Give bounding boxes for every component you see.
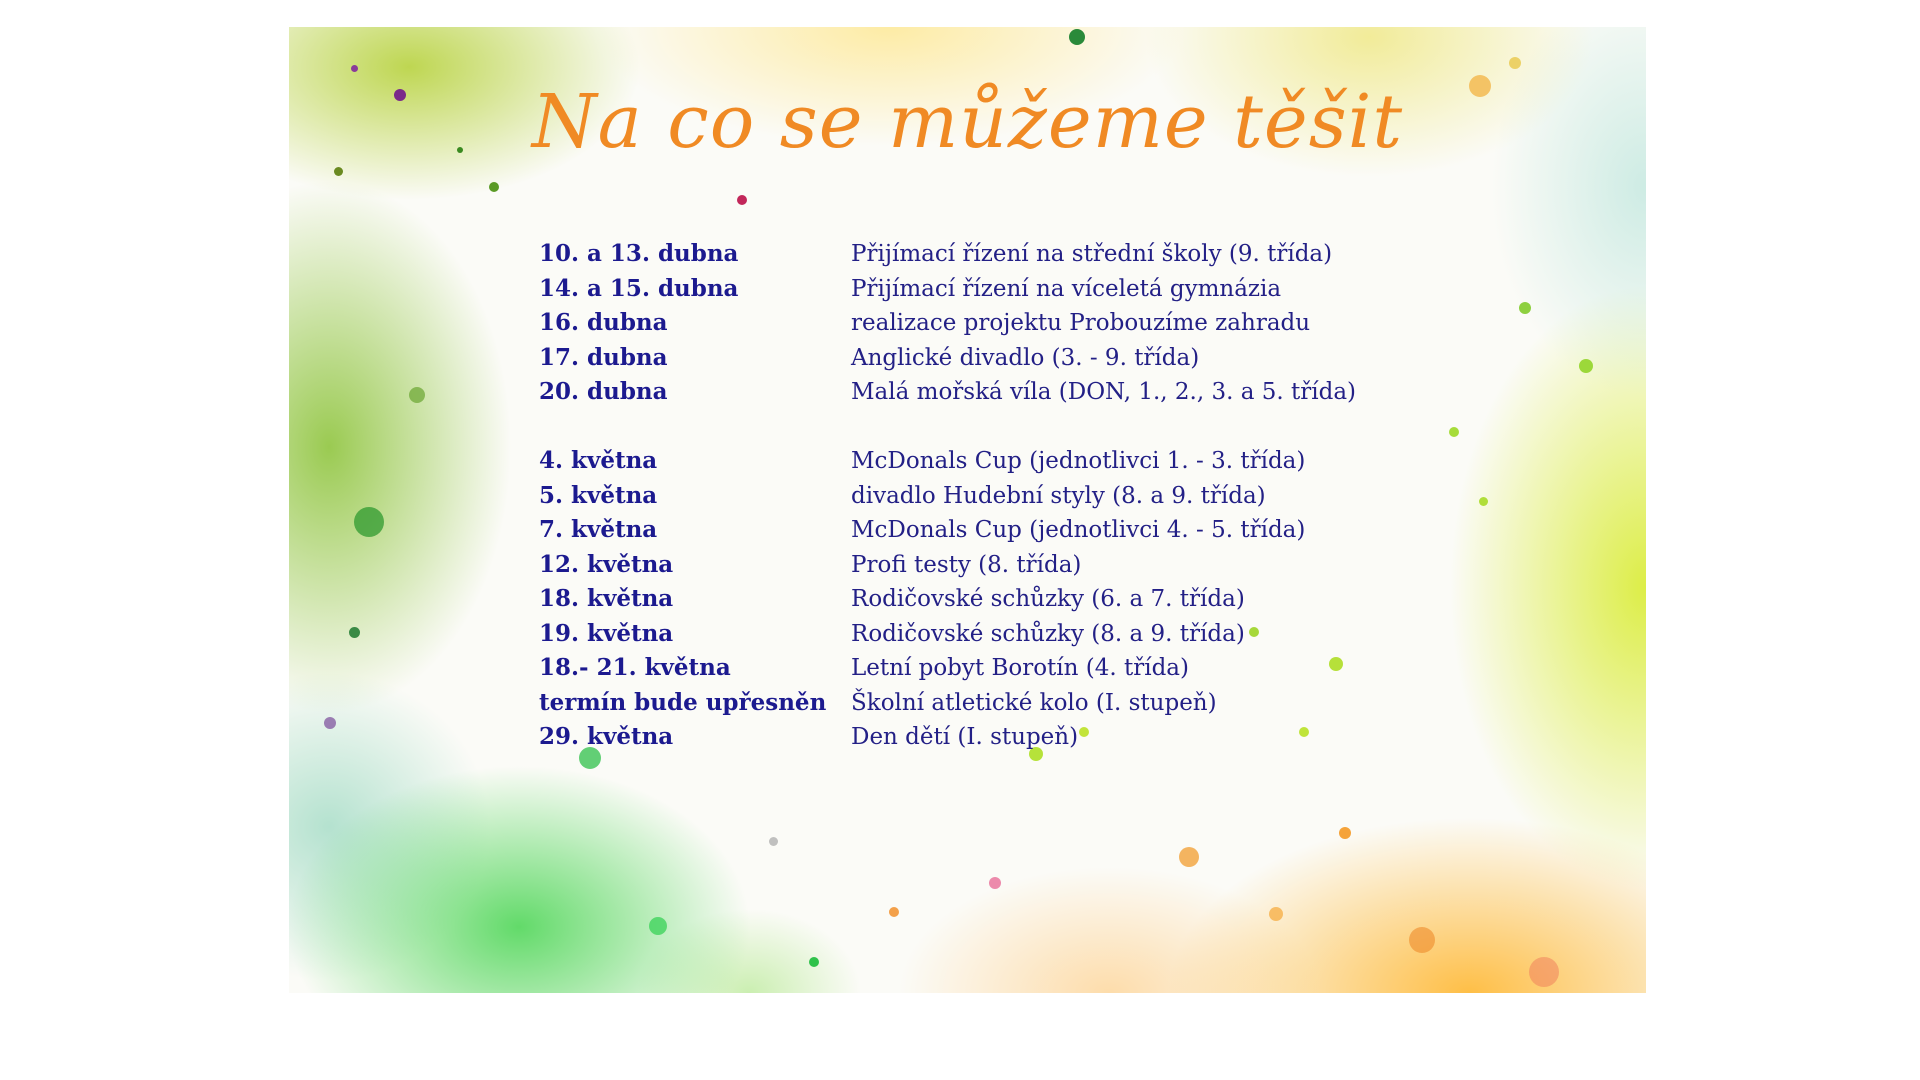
event-date: 7. května <box>539 516 658 543</box>
event-description: Malá mořská víla (DON, 1., 2., 3. a 5. třída) <box>851 379 1357 405</box>
event-description: McDonals Cup (jednotlivci 1. - 3. třída) <box>851 448 1306 474</box>
event-description: Přijímací řízení na střední školy (9. třída) <box>851 241 1333 267</box>
event-row <box>539 617 1439 652</box>
event-date: 17. dubna <box>539 343 668 371</box>
page-title: Na co se můžeme těšit <box>531 79 1404 165</box>
event-row <box>539 306 1439 341</box>
event-date: 4. května <box>539 447 658 474</box>
event-row <box>539 548 1439 583</box>
event-date: 18.- 21. května <box>539 654 731 681</box>
event-row <box>539 651 1439 686</box>
event-description: Den dětí (I. stupeň) <box>851 724 1079 750</box>
event-row <box>539 272 1439 307</box>
month-separator <box>539 410 1439 445</box>
event-row <box>539 686 1439 721</box>
event-row <box>539 237 1439 272</box>
event-date: 5. května <box>539 481 658 509</box>
event-date: 18. května <box>539 585 674 612</box>
event-row <box>539 513 1439 548</box>
event-date: 12. května <box>539 550 674 578</box>
event-description: Profi testy (8. třída) <box>851 551 1082 578</box>
event-date: 19. května <box>539 619 674 647</box>
event-description: Letní pobyt Borotín (4. třída) <box>851 655 1189 681</box>
event-row <box>539 582 1439 617</box>
event-row <box>539 375 1439 410</box>
event-description: divadlo Hudební styly (8. a 9. třída) <box>851 482 1266 509</box>
event-description: Školní atletické kolo (I. stupeň) <box>851 689 1217 716</box>
event-description: McDonals Cup (jednotlivci 4. - 5. třída) <box>851 517 1306 543</box>
event-description: Anglické divadlo (3. - 9. třída) <box>851 344 1200 371</box>
event-row <box>539 341 1439 376</box>
event-date: 20. dubna <box>539 378 668 405</box>
event-date: 10. a 13. dubna <box>539 240 739 267</box>
event-description: Rodičovské schůzky (6. a 7. třída) <box>851 586 1245 612</box>
event-date: 16. dubna <box>539 309 668 336</box>
event-description: Přijímací řízení na víceletá gymnázia <box>851 275 1282 302</box>
event-date: 14. a 15. dubna <box>539 274 739 302</box>
event-row <box>539 720 1439 755</box>
event-list <box>539 237 1439 755</box>
watercolor-card <box>289 27 1646 993</box>
event-row <box>539 479 1439 514</box>
event-description: realizace projektu Probouzíme zahradu <box>851 310 1311 336</box>
event-date: termín bude upřesněn <box>539 688 827 716</box>
event-description: Rodičovské schůzky (8. a 9. třída) <box>851 620 1245 647</box>
event-date: 29. května <box>539 723 674 750</box>
event-row <box>539 444 1439 479</box>
